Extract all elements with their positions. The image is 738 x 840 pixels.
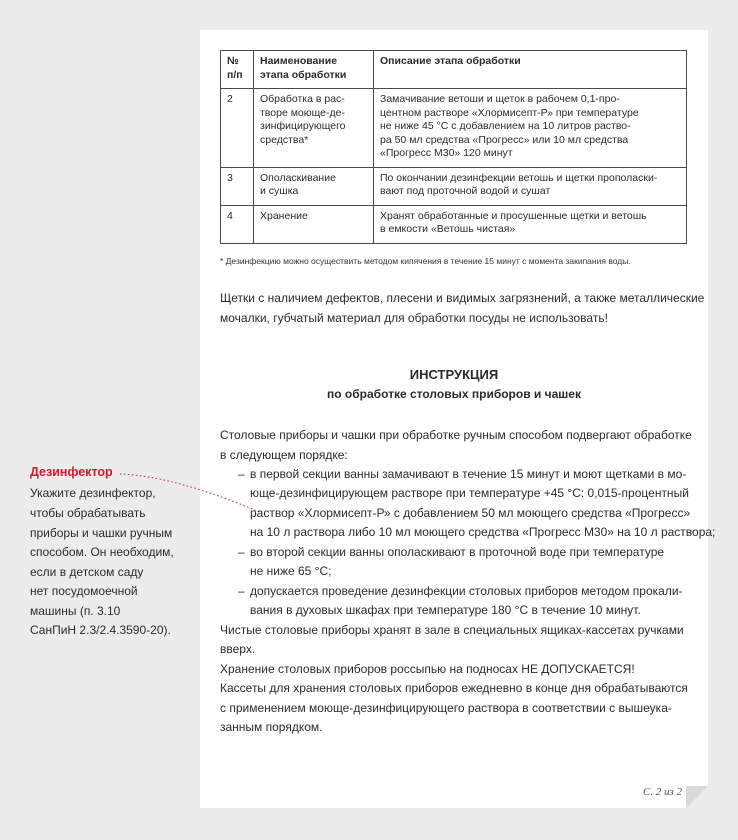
table-footnote: * Дезинфекцию можно осуществить методом кипячения в течение 15 минут с момента закипания воды. xyxy=(220,256,631,266)
cell-line: «Прогресс М30» 120 минут xyxy=(380,147,513,159)
list-dash: – xyxy=(238,545,245,559)
list-item-line: не ниже 65 °С; xyxy=(250,564,332,578)
body-line: занным порядком. xyxy=(220,720,323,734)
body-line: в следующем порядке: xyxy=(220,448,348,462)
col-header-stage-description: Описание этапа обработки xyxy=(374,51,687,89)
list-item-line: раствор «Хлормисепт-Р» с добавлением 50 мл моющего средства «Прогресс» xyxy=(250,506,691,520)
row-number: 3 xyxy=(221,167,254,205)
body-line: Хранение столовых приборов россыпью на подносах НЕ ДОПУСКАЕТСЯ! xyxy=(220,662,635,676)
list-item-line: во второй секции ванны ополаскивают в проточной воде при температуре xyxy=(250,545,665,559)
row-number: 2 xyxy=(221,89,254,168)
body-line: Кассеты для хранения столовых приборов ежедневно в конце дня обрабатываются xyxy=(220,681,688,695)
cell-line: вают под проточной водой и сушат xyxy=(380,185,551,197)
sidenote-line: приборы и чашки ручным xyxy=(30,526,173,540)
body-line: с применением моюще-дезинфицирующего раствора в соответствии с вышеука- xyxy=(220,701,672,715)
cell-line: творе моюще-де- xyxy=(260,106,345,119)
cell-line: Замачивание ветоши и щеток в рабочем 0,1-про- xyxy=(380,93,620,105)
warning-line: Щетки с наличием дефектов, плесени и видимых загрязнений, а также металлические xyxy=(220,291,705,305)
sidenote-title: Дезинфектор xyxy=(30,465,113,479)
col-header-number: № п/п xyxy=(221,51,254,89)
cell-line: По окончании дезинфекции ветошь и щетки прополаски- xyxy=(380,171,658,184)
cell-line: не ниже 45 °С с добавлением на 10 литров раство- xyxy=(380,120,631,132)
body-line: Чистые столовые приборы хранят в зале в специальных ящиках-кассетах ручками xyxy=(220,623,684,637)
list-dash: – xyxy=(238,467,245,481)
sidenote-line: нет посудомоечной xyxy=(30,584,138,598)
cell-line: Хранят обработанные и просушенные щетки и ветошь xyxy=(380,209,647,222)
list-item-line: юще-дезинфицирующем растворе при температуре +45 °С: 0,015-процентный xyxy=(250,486,689,500)
list-item-line: в первой секции ванны замачивают в течение 15 минут и моют щетками в мо- xyxy=(250,467,687,481)
cell-line: и сушка xyxy=(260,185,299,197)
sidenote-line: чтобы обрабатывать xyxy=(30,506,146,520)
sidenote-line: Укажите дезинфектор, xyxy=(30,486,156,500)
cell-line: ра 50 мл средства «Прогресс» или 10 мл средства xyxy=(380,133,629,146)
cell-line: центном растворе «Хлормисепт-Р» при температуре xyxy=(380,106,639,119)
body-line: Столовые приборы и чашки при обработке ручным способом подвергают обработке xyxy=(220,428,692,442)
cell-line: в емкости «Ветошь чистая» xyxy=(380,223,516,235)
col-header-stage-name: Наименование этапа обработки xyxy=(254,51,374,89)
list-item-line: вания в духовых шкафах при температуре 180 °С в течение 10 минут. xyxy=(250,603,641,617)
sidenote-line: способом. Он необходим, xyxy=(30,545,174,559)
list-item-line: на 10 л раствора либо 10 мл моющего средства «Прогресс М30» на 10 л раствора; xyxy=(250,525,716,539)
instruction-title: ИНСТРУКЦИЯ xyxy=(409,367,499,382)
sidenote-line: если в детском саду xyxy=(30,565,144,579)
cell-line: зинфицирующего xyxy=(260,120,346,132)
warning-line: мочалки, губчатый материал для обработки посуды не использовать! xyxy=(220,311,608,325)
list-dash: – xyxy=(238,584,245,598)
cell-line: Ополаскивание xyxy=(260,171,336,184)
cell-line: средства* xyxy=(260,133,309,146)
body-line: вверх. xyxy=(220,642,256,656)
cell-line: Обработка в рас- xyxy=(260,93,345,105)
list-item-line: допускается проведение дезинфекции столовых приборов методом прокали- xyxy=(250,584,683,598)
instruction-subtitle: по обработке столовых приборов и чашек xyxy=(327,387,581,401)
row-number: 4 xyxy=(221,205,254,243)
sidenote-line: СанПиН 2.3/2.4.3590-20). xyxy=(30,623,171,637)
sidenote-line: машины (п. 3.10 xyxy=(30,604,121,618)
page-number: С. 2 из 2 xyxy=(642,786,682,798)
cell-line: Хранение xyxy=(260,209,308,222)
